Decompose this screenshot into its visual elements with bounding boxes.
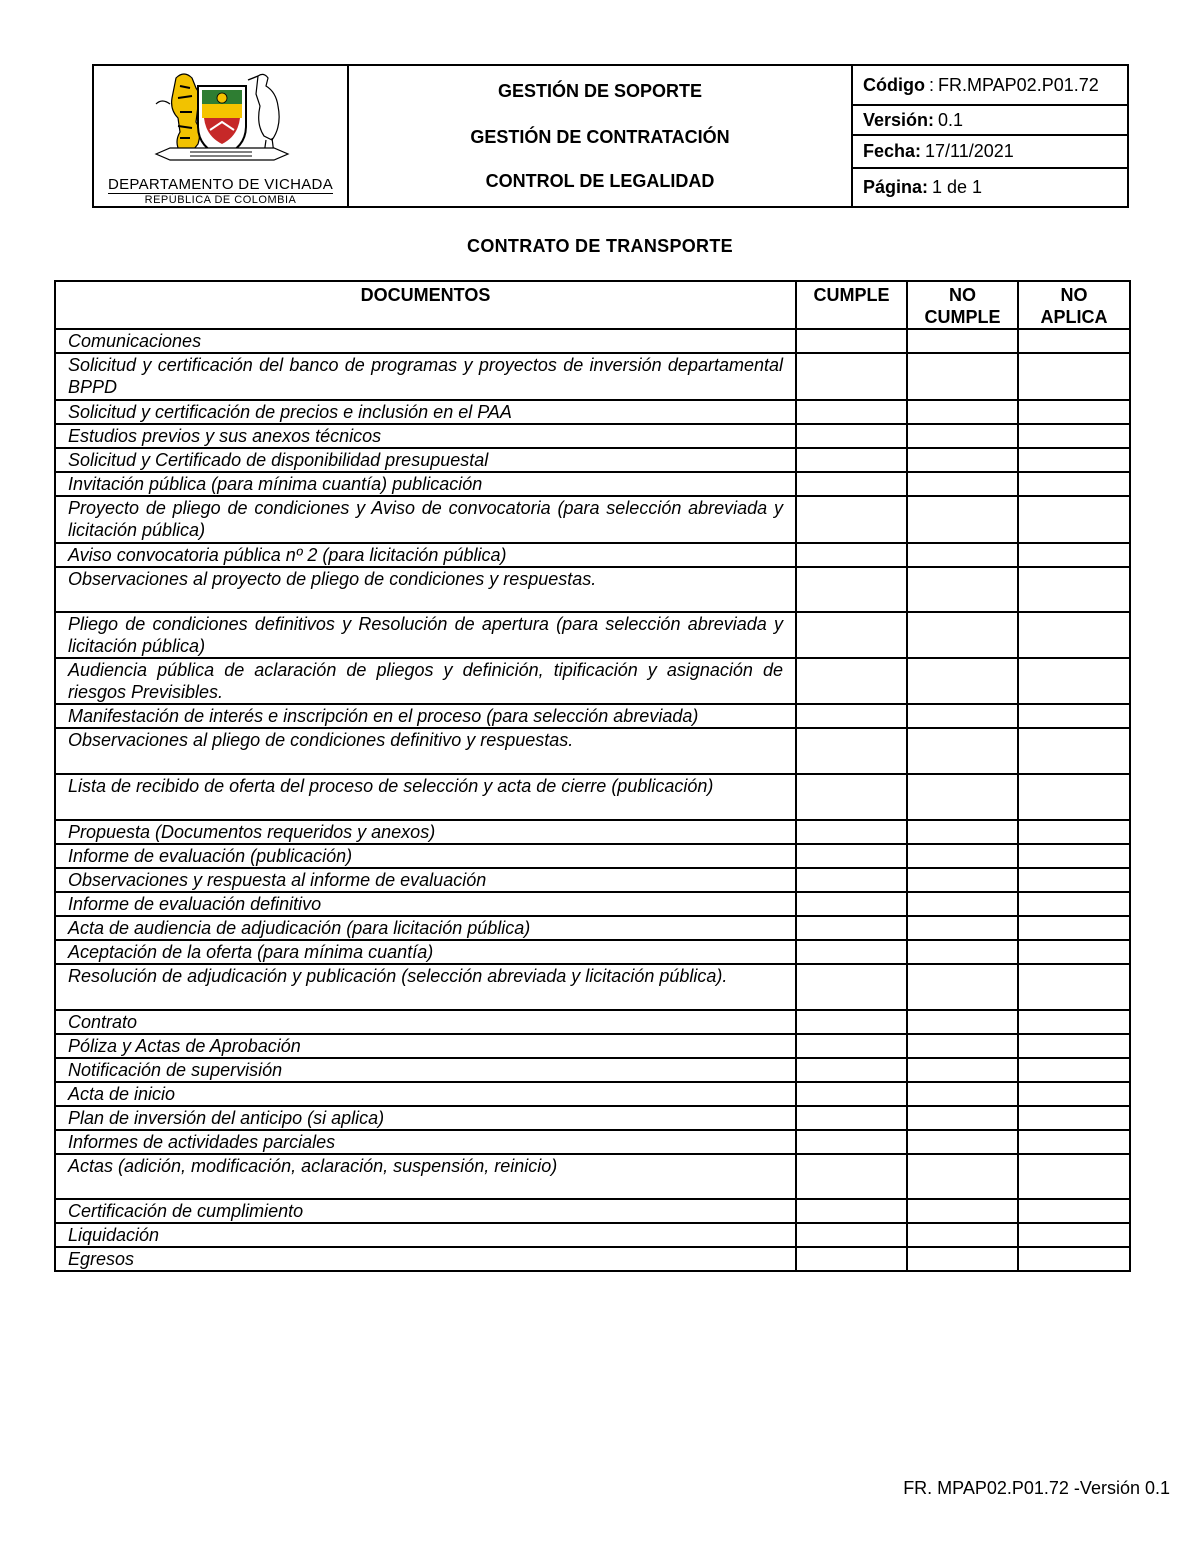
table-row <box>55 1106 1130 1130</box>
document-item: Liquidación <box>55 1223 796 1247</box>
no-cumple-cell[interactable] <box>907 1106 1018 1130</box>
no-aplica-cell[interactable] <box>1018 1010 1130 1034</box>
document-item: Plan de inversión del anticipo (si aplica) <box>55 1106 796 1130</box>
no-aplica-cell[interactable] <box>1018 774 1130 820</box>
table-row <box>55 1034 1130 1058</box>
cumple-cell[interactable] <box>796 472 907 496</box>
checklist-table <box>54 280 1131 1272</box>
cumple-cell[interactable] <box>796 1223 907 1247</box>
no-cumple-cell[interactable] <box>907 1247 1018 1271</box>
document-item: Solicitud y certificación de precios e inclusión en el PAA <box>55 400 796 424</box>
column-header-no-aplica: NO APLICA <box>1018 281 1130 329</box>
meta-code-sep: : <box>928 74 934 95</box>
no-cumple-cell[interactable] <box>907 400 1018 424</box>
table-row <box>55 892 1130 916</box>
logo-cell <box>94 66 349 206</box>
meta-version-label: Versión: <box>863 109 935 130</box>
no-cumple-cell[interactable] <box>907 704 1018 728</box>
document-item: Egresos <box>55 1247 796 1271</box>
document-title: CONTRATO DE TRANSPORTE <box>467 236 733 256</box>
no-aplica-cell[interactable] <box>1018 844 1130 868</box>
no-aplica-cell[interactable] <box>1018 1223 1130 1247</box>
table-row <box>55 543 1130 567</box>
table-row <box>55 496 1130 543</box>
no-cumple-cell[interactable] <box>907 472 1018 496</box>
cumple-cell[interactable] <box>796 728 907 774</box>
meta-page <box>853 169 1127 206</box>
country-name: REPÚBLICA DE COLOMBIA <box>144 194 297 206</box>
no-cumple-cell[interactable] <box>907 1154 1018 1199</box>
cumple-cell[interactable] <box>796 567 907 612</box>
document-item: Observaciones y respuesta al informe de evaluación <box>55 868 796 892</box>
document-item: Aceptación de la oferta (para mínima cuantía) <box>55 940 796 964</box>
cumple-cell[interactable] <box>796 543 907 567</box>
document-item: Manifestación de interés e inscripción en el proceso (para selección abreviada) <box>55 704 796 728</box>
no-cumple-cell[interactable] <box>907 1223 1018 1247</box>
document-item: Observaciones al pliego de condiciones definitivo y respuestas. <box>55 728 796 774</box>
column-header-documents: DOCUMENTOS <box>55 281 796 329</box>
cumple-cell[interactable] <box>796 916 907 940</box>
table-row <box>55 1223 1130 1247</box>
cumple-cell[interactable] <box>796 892 907 916</box>
page-footer: FR. MPAP02.P01.72 -Versión 0.1 <box>903 1478 1170 1498</box>
meta-page-label: Página: <box>863 177 929 197</box>
no-aplica-cell[interactable] <box>1018 728 1130 774</box>
table-row <box>55 916 1130 940</box>
no-aplica-cell[interactable] <box>1018 964 1130 1010</box>
no-aplica-cell[interactable] <box>1018 1130 1130 1154</box>
meta-version <box>853 106 1127 136</box>
meta-page-value: 1 de 1 <box>932 177 983 197</box>
no-cumple-cell[interactable] <box>907 448 1018 472</box>
meta-date-value: 17/11/2021 <box>925 141 1014 161</box>
document-item: Acta de inicio <box>55 1082 796 1106</box>
cumple-cell[interactable] <box>796 496 907 543</box>
document-item: Observaciones al proyecto de pliego de condiciones y respuestas. <box>55 567 796 612</box>
no-aplica-cell[interactable] <box>1018 496 1130 543</box>
document-item: Contrato <box>55 1010 796 1034</box>
no-aplica-cell[interactable] <box>1018 1082 1130 1106</box>
cumple-cell[interactable] <box>796 1082 907 1106</box>
table-row <box>55 820 1130 844</box>
cumple-cell[interactable] <box>796 820 907 844</box>
document-item: Informe de evaluación definitivo <box>55 892 796 916</box>
document-item: Informes de actividades parciales <box>55 1130 796 1154</box>
meta-code-value: FR.MPAP02.P01.72 <box>938 74 1099 95</box>
no-aplica-cell[interactable] <box>1018 543 1130 567</box>
table-row <box>55 868 1130 892</box>
process-line-contracting: GESTIÓN DE CONTRATACIÓN <box>470 127 730 147</box>
table-row <box>55 728 1130 774</box>
document-item: Aviso convocatoria pública nº 2 (para licitación pública) <box>55 543 796 567</box>
table-row <box>55 353 1130 400</box>
document-header <box>92 64 1129 208</box>
no-aplica-cell[interactable] <box>1018 940 1130 964</box>
cumple-cell[interactable] <box>796 1247 907 1271</box>
no-cumple-cell[interactable] <box>907 353 1018 400</box>
meta-version-value: 0.1 <box>938 109 964 130</box>
no-aplica-cell[interactable] <box>1018 704 1130 728</box>
no-cumple-cell[interactable] <box>907 940 1018 964</box>
no-cumple-cell[interactable] <box>907 543 1018 567</box>
no-cumple-cell[interactable] <box>907 1130 1018 1154</box>
document-item: Estudios previos y sus anexos técnicos <box>55 424 796 448</box>
cumple-cell[interactable] <box>796 868 907 892</box>
table-row <box>55 774 1130 820</box>
document-item: Actas (adición, modificación, aclaración, suspensión, reinicio) <box>55 1154 796 1199</box>
no-cumple-cell[interactable] <box>907 1082 1018 1106</box>
process-line-legality: CONTROL DE LEGALIDAD <box>485 171 715 191</box>
no-aplica-cell[interactable] <box>1018 424 1130 448</box>
no-aplica-cell[interactable] <box>1018 329 1130 353</box>
cumple-cell[interactable] <box>796 400 907 424</box>
process-cell <box>349 66 853 206</box>
table-row <box>55 1058 1130 1082</box>
meta-date-label: Fecha: <box>863 141 922 161</box>
no-cumple-cell[interactable] <box>907 916 1018 940</box>
no-cumple-cell[interactable] <box>907 892 1018 916</box>
no-aplica-cell[interactable] <box>1018 1154 1130 1199</box>
no-aplica-cell[interactable] <box>1018 612 1130 658</box>
cumple-cell[interactable] <box>796 1154 907 1199</box>
document-meta <box>853 66 1127 206</box>
table-row <box>55 1199 1130 1223</box>
document-item: Notificación de supervisión <box>55 1058 796 1082</box>
no-aplica-cell[interactable] <box>1018 916 1130 940</box>
department-name: DEPARTAMENTO DE VICHADA <box>108 176 333 193</box>
table-row <box>55 1154 1130 1199</box>
document-item: Certificación de cumplimiento <box>55 1199 796 1223</box>
no-cumple-cell[interactable] <box>907 868 1018 892</box>
document-item: Comunicaciones <box>55 329 796 353</box>
cumple-cell[interactable] <box>796 1130 907 1154</box>
table-row <box>55 1082 1130 1106</box>
document-item: Lista de recibido de oferta del proceso de selección y acta de cierre (publicación) <box>55 774 796 820</box>
no-cumple-cell[interactable] <box>907 658 1018 704</box>
meta-code <box>853 66 1127 106</box>
no-aplica-cell[interactable] <box>1018 892 1130 916</box>
table-row <box>55 704 1130 728</box>
document-item: Proyecto de pliego de condiciones y Aviso de convocatoria (para selección abreviada y licitación pública) <box>55 496 796 543</box>
cumple-cell[interactable] <box>796 964 907 1010</box>
no-aplica-cell[interactable] <box>1018 353 1130 400</box>
cumple-cell[interactable] <box>796 612 907 658</box>
document-item: Audiencia pública de aclaración de pliegos y definición, tipificación y asignación de riesgos Previsibles. <box>55 658 796 704</box>
document-item: Resolución de adjudicación y publicación (selección abreviada y licitación pública). <box>55 964 796 1010</box>
table-row <box>55 400 1130 424</box>
meta-code-label: Código <box>863 74 925 95</box>
column-header-no-cumple: NO CUMPLE <box>907 281 1018 329</box>
cumple-cell[interactable] <box>796 329 907 353</box>
cumple-cell[interactable] <box>796 424 907 448</box>
no-cumple-cell[interactable] <box>907 820 1018 844</box>
table-header-row <box>55 281 1130 329</box>
no-cumple-cell[interactable] <box>907 964 1018 1010</box>
document-item: Propuesta (Documentos requeridos y anexos) <box>55 820 796 844</box>
no-cumple-cell[interactable] <box>907 1034 1018 1058</box>
no-cumple-cell[interactable] <box>907 1058 1018 1082</box>
table-row <box>55 448 1130 472</box>
document-item: Acta de audiencia de adjudicación (para licitación pública) <box>55 916 796 940</box>
table-row <box>55 567 1130 612</box>
no-cumple-cell[interactable] <box>907 844 1018 868</box>
no-aplica-cell[interactable] <box>1018 820 1130 844</box>
table-row <box>55 658 1130 704</box>
table-row <box>55 964 1130 1010</box>
meta-date <box>853 136 1127 169</box>
no-aplica-cell[interactable] <box>1018 1058 1130 1082</box>
no-cumple-cell[interactable] <box>907 1199 1018 1223</box>
vichada-coat-of-arms-icon <box>146 68 296 172</box>
document-item: Póliza y Actas de Aprobación <box>55 1034 796 1058</box>
cumple-cell[interactable] <box>796 774 907 820</box>
no-aplica-cell[interactable] <box>1018 400 1130 424</box>
cumple-cell[interactable] <box>796 1034 907 1058</box>
no-cumple-cell[interactable] <box>907 496 1018 543</box>
table-row <box>55 940 1130 964</box>
cumple-cell[interactable] <box>796 353 907 400</box>
no-cumple-cell[interactable] <box>907 424 1018 448</box>
no-cumple-cell[interactable] <box>907 612 1018 658</box>
cumple-cell[interactable] <box>796 448 907 472</box>
column-header-cumple: CUMPLE <box>796 281 907 329</box>
cumple-cell[interactable] <box>796 658 907 704</box>
table-row <box>55 472 1130 496</box>
table-row <box>55 1010 1130 1034</box>
no-aplica-cell[interactable] <box>1018 472 1130 496</box>
no-aplica-cell[interactable] <box>1018 868 1130 892</box>
document-item: Solicitud y certificación del banco de programas y proyectos de inversión departamental BPPD <box>55 353 796 400</box>
no-aplica-cell[interactable] <box>1018 1034 1130 1058</box>
table-row <box>55 612 1130 658</box>
table-row <box>55 424 1130 448</box>
document-item: Invitación pública (para mínima cuantía) publicación <box>55 472 796 496</box>
document-item: Informe de evaluación (publicación) <box>55 844 796 868</box>
no-aplica-cell[interactable] <box>1018 1199 1130 1223</box>
table-row <box>55 1247 1130 1271</box>
document-item: Pliego de condiciones definitivos y Resolución de apertura (para selección abreviada y licitación pública) <box>55 612 796 658</box>
no-cumple-cell[interactable] <box>907 1010 1018 1034</box>
no-cumple-cell[interactable] <box>907 567 1018 612</box>
no-aplica-cell[interactable] <box>1018 1247 1130 1271</box>
cumple-cell[interactable] <box>796 940 907 964</box>
table-row <box>55 844 1130 868</box>
no-cumple-cell[interactable] <box>907 774 1018 820</box>
no-aplica-cell[interactable] <box>1018 658 1130 704</box>
process-line-support: GESTIÓN DE SOPORTE <box>497 81 703 101</box>
table-row <box>55 1130 1130 1154</box>
table-row <box>55 329 1130 353</box>
cumple-cell[interactable] <box>796 1010 907 1034</box>
cumple-cell[interactable] <box>796 1058 907 1082</box>
cumple-cell[interactable] <box>796 844 907 868</box>
no-cumple-cell[interactable] <box>907 329 1018 353</box>
no-aplica-cell[interactable] <box>1018 567 1130 612</box>
cumple-cell[interactable] <box>796 704 907 728</box>
no-aplica-cell[interactable] <box>1018 448 1130 472</box>
no-cumple-cell[interactable] <box>907 728 1018 774</box>
document-item: Solicitud y Certificado de disponibilidad presupuestal <box>55 448 796 472</box>
no-aplica-cell[interactable] <box>1018 1106 1130 1130</box>
cumple-cell[interactable] <box>796 1106 907 1130</box>
cumple-cell[interactable] <box>796 1199 907 1223</box>
